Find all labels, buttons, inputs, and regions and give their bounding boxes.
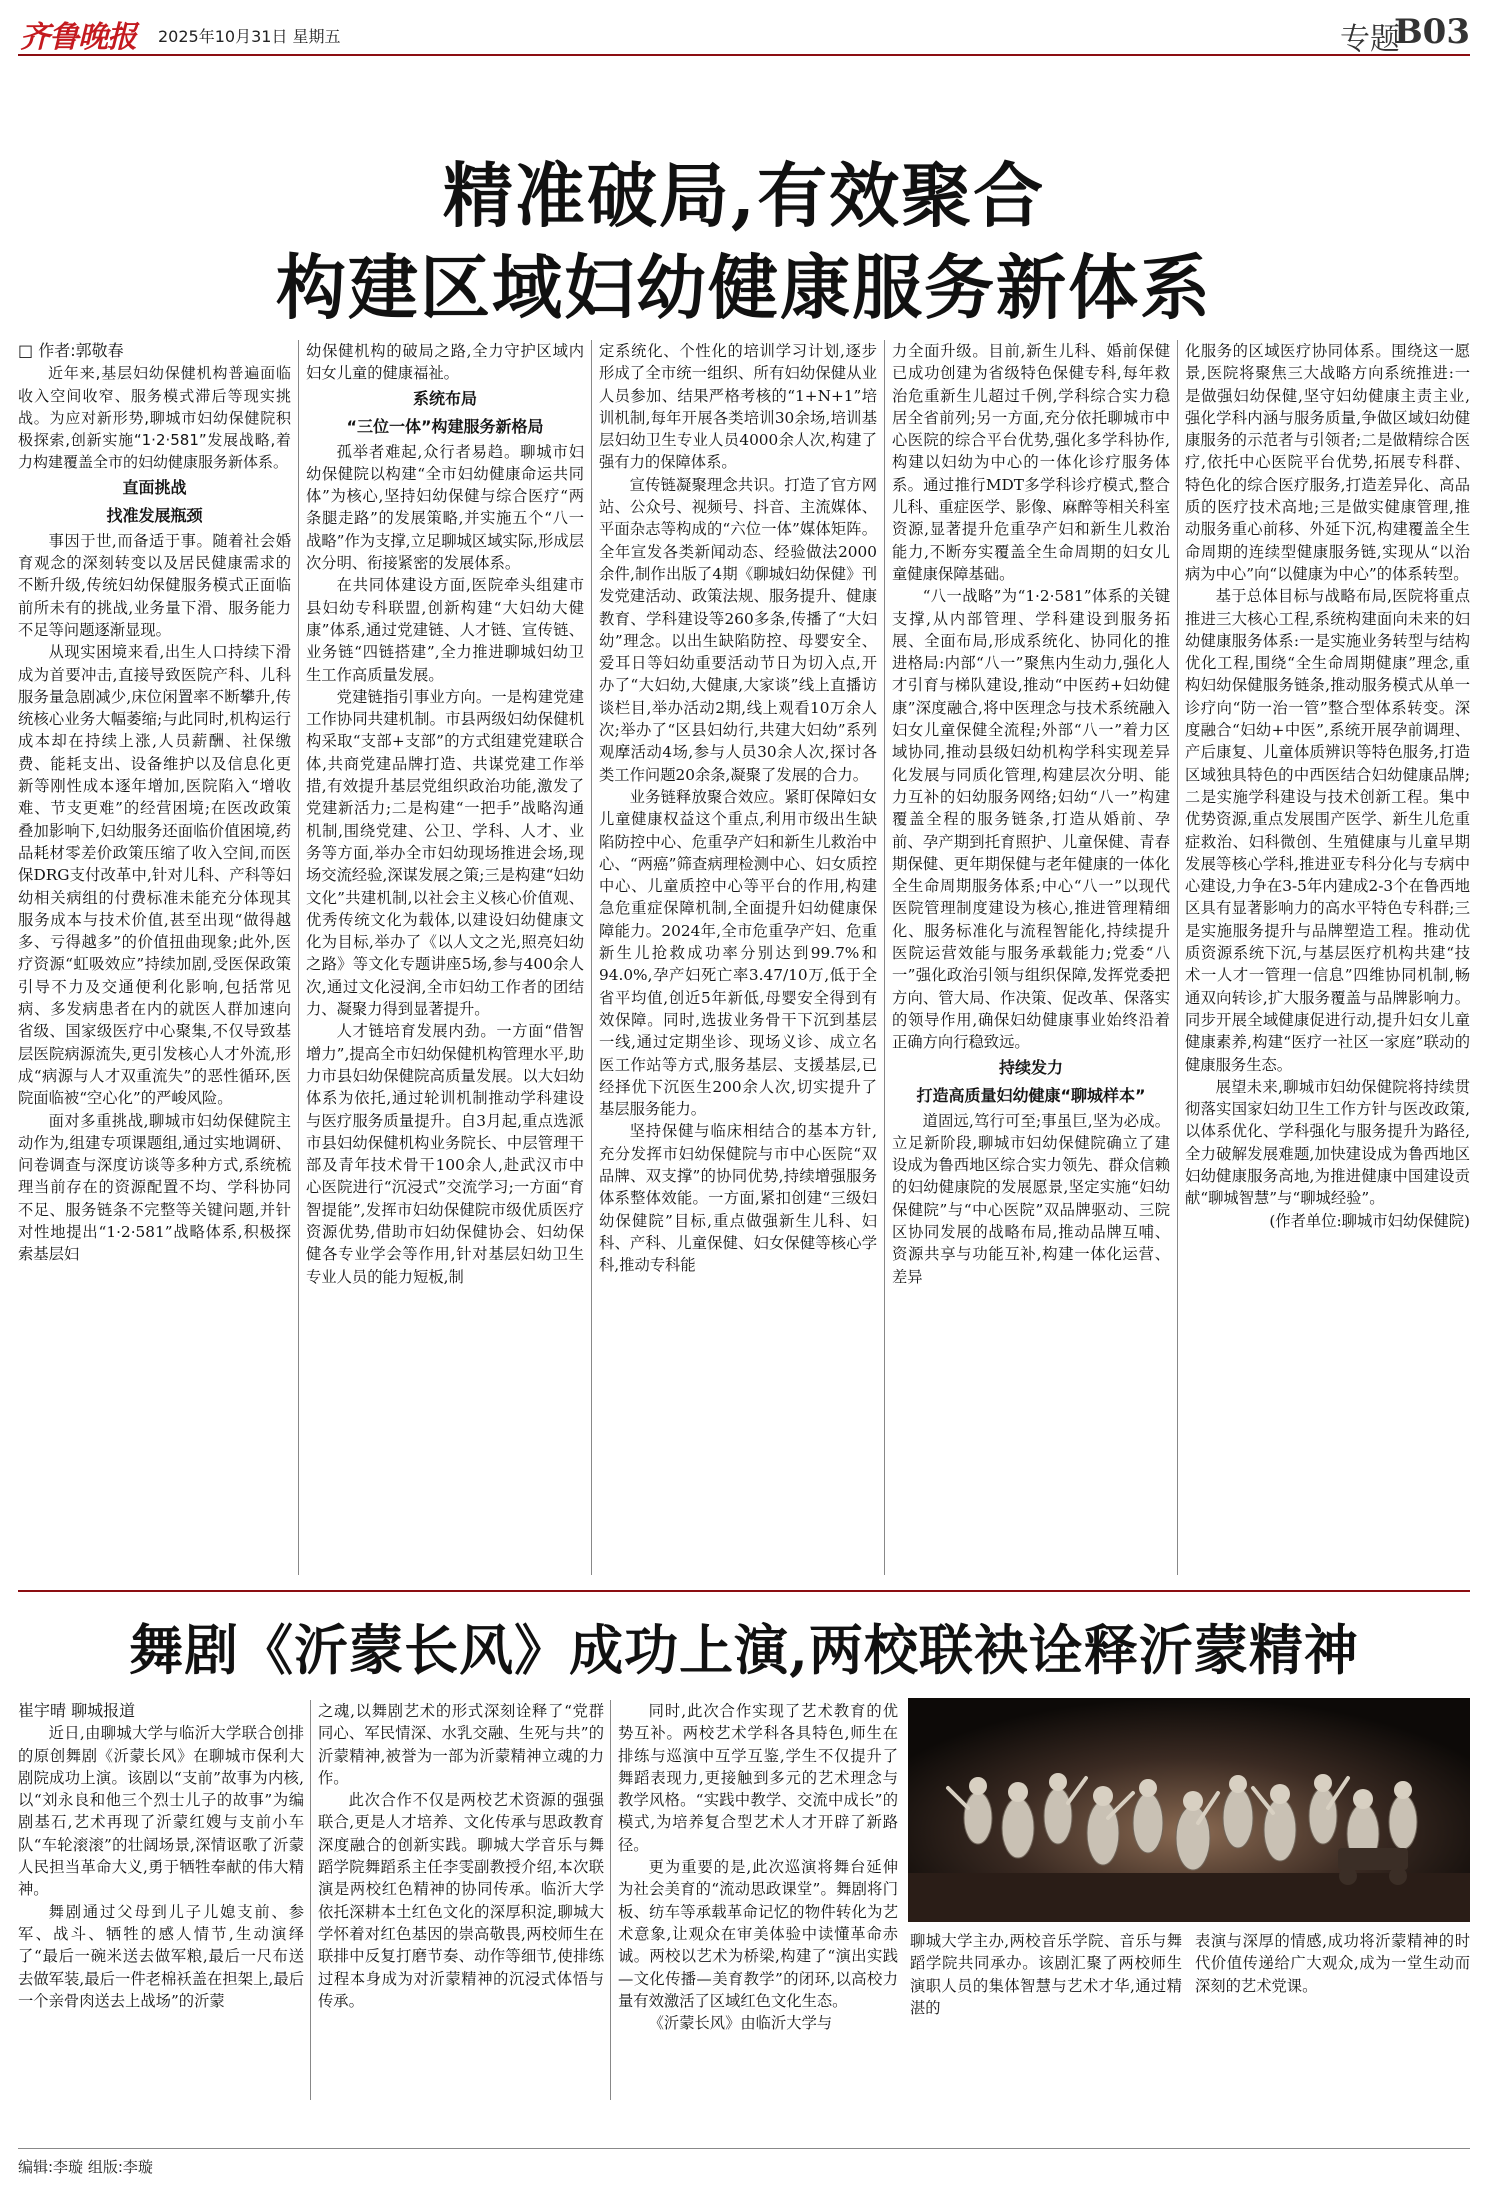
- column-divider: [310, 1700, 311, 2100]
- paragraph-continued: 力全面升级。目前,新生儿科、婚前保健已成功创建为省级特色保健专科,每年救治危重新生儿超过千例,学科综合实力稳居全省前列;另一方面,充分依托聊城市中心医院的综合平台优势,强化多学科协作,构建以妇幼为中心的一体化诊疗服务体系。通过推行MDT多学科诊疗模式,整合儿科、重症医学、影像、麻醉等相关科室资源,显著提升危重孕产妇和新生儿救治能力,不断夯实覆盖全生命周期的妇女儿童健康保障基础。: [892, 342, 1170, 583]
- paragraph-continued: 聊城大学主办,两校音乐学院、音乐与舞蹈学院共同承办。该剧汇聚了两校师生演职人员的集体智慧与艺术才华,通过精湛的: [910, 1932, 1182, 2017]
- paragraph: 舞剧通过父母到儿子儿媳支前、参军、战斗、牺牲的感人情节,生动演绎了“最后一碗米送去做军粮,最后一尺布送去做军装,最后一件老棉袄盖在担架上,最后一个亲骨肉送去上战场”的沂蒙: [18, 1902, 304, 2010]
- masthead: [18, 10, 1470, 56]
- article2-title: 舞剧《沂蒙长风》成功上演,两校联袂诠释沂蒙精神: [129, 1618, 1359, 1682]
- subheading: 找准发展瓶颈: [106, 505, 203, 525]
- paragraph: 党建链指引事业方向。一是构建党建工作协同共建机制。市县两级妇幼保健机构采取“支部+支部”的方式组建党建联合体,共商党建品牌打造、共谋党建工作举措,有效提升基层党组织政治功能,激发了党建新活力;二是构建“一把手”战略沟通机制,围绕党建、公卫、学科、人才、业务等方面,举办全市妇幼现场推进会场,现场交流经验,深谋发展之策;三是构建“妇幼文化”共建机制,以社会主义核心价值观、优秀传统文化为载体,以建设妇幼健康文化为目标,举办了《以人文之光,照亮妇幼之路》等文化专题讲座5场,参与400余人次,通过文化浸润,全市妇幼工作者的团结力、凝聚力得到显著提升。: [306, 687, 584, 1019]
- paragraph: 在共同体建设方面,医院牵头组建市县妇幼专科联盟,创新构建“大妇幼大健康”体系,通过党建链、人才链、宣传链、业务链“四链搭建”,全力推进聊城妇幼卫生工作高质量发展。: [306, 576, 584, 684]
- paragraph: 近日,由聊城大学与临沂大学联合创排的原创舞剧《沂蒙长风》在聊城市保利大剧院成功上演。该剧以“支前”故事为内核,以“刘永良和他三个烈士儿子的故事”为编剧基石,艺术再现了沂蒙红嫂与支前小车队“车轮滚滚”的壮阔场景,深情讴歌了沂蒙人民担当革命大义,勇于牺牲奉献的伟大精神。: [18, 1724, 304, 1899]
- paragraph-continued: 定系统化、个性化的培训学习计划,逐步形成了全市统一组织、所有妇幼保健从业人员参加、结果严格考核的“1+N+1”培训机制,每年开展各类培训30余场,培训基层妇幼卫生专业人员4000余人次,构建了强有力的保障体系。: [599, 342, 877, 472]
- page-footer-credits: 编辑:李璇 组版:李璇: [18, 2158, 153, 2176]
- footer-rule: [18, 2148, 1470, 2149]
- article1-byline: □ 作者:郭敬春: [18, 341, 124, 360]
- article2-column-4: [910, 1930, 1182, 2100]
- subheading: “三位一体”构建服务新格局: [346, 416, 544, 436]
- article1-column-2: [306, 340, 584, 1575]
- paragraph: 从现实困境来看,出生人口持续下滑成为首要冲击,直接导致医院产科、儿科服务量急剧减少,床位闲置率不断攀升,传统核心业务大幅萎缩;与此同时,机构运行成本却在持续上涨,人员薪酬、社保缴费、能耗支出、设备维护以及信息化更新等刚性成本逐年增加,医院陷入“增收难、节支更难”的经营困境;在医改政策叠加影响下,妇幼服务还面临价值困境,药品耗材零差价政策压缩了收入空间,而医保DRG支付改革中,针对儿科、产科等妇幼相关病组的付费标准未能充分体现其服务成本与技术价值,甚至出现“做得越多、亏得越多”的价值扭曲现象;此外,医疗资源“虹吸效应”持续加剧,受医保政策引导不力及交通便利化影响,包括常见病、多发病患者在内的就医人群加速向省级、国家级医疗中心聚集,不仅导致基层医院病源流失,更引发核心人才外流,形成“病源与人才双重流失”的恶性循环,医院面临被“空心化”的严峻风险。: [18, 643, 291, 1108]
- paragraph: 面对多重挑战,聊城市妇幼保健院主动作为,组建专项课题组,通过实地调研、问卷调查与深度访谈等多种方式,系统梳理当前存在的资源配置不均、学科协同不足、服务链条不完整等关键问题,并针对性地提出“1·2·581”战略体系,积极探索基层妇: [18, 1111, 291, 1264]
- subheading: 持续发力: [998, 1057, 1063, 1077]
- paragraph: 《沂蒙长风》由临沂大学与: [648, 2014, 833, 2033]
- issue-date: 2025年10月31日 星期五: [158, 27, 341, 46]
- subheading: 打造高质量妇幼健康“聊城样本”: [916, 1085, 1146, 1105]
- article1-col1-body: [18, 362, 291, 1265]
- page-number: B03: [1393, 12, 1470, 52]
- article2-column-1: [18, 1700, 304, 2100]
- paragraph: 宣传链凝聚理念共识。打造了官方网站、公众号、视频号、抖音、主流媒体、平面杂志等构成的“六位一体”媒体矩阵。全年宣发各类新闻动态、经验做法2000余件,制作出版了4期《聊城妇幼保健》刊发党建活动、政策法规、服务提升、健康教育、学科建设等260多条,传播了“大妇幼”理念。以出生缺陷防控、母婴安全、爱耳日等妇幼重要活动节日为切入点,开办了“大妇幼,大健康,大家谈”线上直播访谈栏目,举办活动2期,线上观看10万余人次;举办了“区县妇幼行,共建大妇幼”系列观摩活动4场,参与人员30余人次,探讨各类工作问题20余条,凝聚了发展的合力。: [599, 475, 877, 784]
- paragraph-continued: 幼保健机构的破局之路,全力守护区域内妇女儿童的健康福祉。: [306, 342, 584, 383]
- paragraph: 业务链释放聚合效应。紧盯保障妇女儿童健康权益这个重点,利用市级出生缺陷防控中心、危重孕产妇和新生儿救治中心、“两癌”筛查病理检测中心、妇女质控中心、儿童质控中心等平台的作用,构建急危重症保障机制,全面提升妇幼健康保障能力。2024年,全市危重孕产妇、危重新生儿抢救成功率分别达到99.7%和94.0%,孕产妇死亡率3.47/10万,低于全省平均值,创近5年新低,母婴安全得到有效保障。同时,选拔业务骨干下沉到基层一线,通过定期坐诊、现场义诊、成立名医工作站等方式,服务基层、支援基层,已经择优下沉医生200余人次,切实提升了基层服务能力。: [599, 787, 877, 1119]
- paragraph: 道固远,笃行可至;事虽巨,坚为必成。立足新阶段,聊城市妇幼保健院确立了建设成为鲁西地区综合实力领先、群众信赖的妇幼健康院的发展愿景,坚定实施“妇幼保健院”与“中心医院”双品牌驱动、三院区协同发展的战略布局,推动品牌互哺、资源共享与功能互补,构建一体化运营、差异: [892, 1111, 1170, 1286]
- column-divider: [610, 1700, 611, 2100]
- article1-column-4: [892, 340, 1170, 1575]
- newspaper-logo: 齐鲁晚报: [20, 20, 136, 55]
- column-divider: [298, 340, 299, 1575]
- paragraph-continued: 表演与深厚的情感,成功将沂蒙精神的时代价值传递给广大观众,成为一堂生动而深刻的艺术党课。: [1195, 1932, 1470, 1995]
- article1-column-3: [599, 340, 877, 1575]
- subheading: 系统布局: [412, 388, 477, 408]
- article1-title-line2: 构建区域妇幼健康服务新体系: [276, 246, 1212, 329]
- dance-performance-photo: [908, 1698, 1470, 1922]
- paragraph: 基于总体目标与战略布局,医院将重点推进三大核心工程,系统构建面向未来的妇幼健康服务体系:一是实施业务转型与结构优化工程,围绕“全生命周期健康”理念,重构妇幼保健服务链条,推动服务模式从单一诊疗向“防一治一管”整合型体系转变。深度融合“妇幼+中医”,系统开展孕前调理、产后康复、儿童体质辨识等特色服务,打造区域独具特色的中西医结合妇幼健康品牌;二是实施学科建设与技术创新工程。集中优势资源,重点发展围产医学、新生儿危重症救治、妇科微创、生殖健康与儿童早期发展等核心学科,推进亚专科分化与专病中心建设,力争在3-5年内建成2-3个在鲁西地区具有显著影响力的高水平特色专科群;三是实施服务提升与品牌塑造工程。推动优质资源系统下沉,与基层医疗机构共建“技术一人才一管理一信息”四维协同机制,畅通双向转诊,扩大服务覆盖与品牌影响力。同步开展全域健康促进行动,提升妇女儿童健康素养,构建“医疗一社区一家庭”联动的健康服务生态。: [1185, 587, 1470, 1074]
- paragraph: 事因于世,而备适于事。随着社会婚育观念的深刻转变以及居民健康需求的不断升级,传统妇幼保健服务模式正面临前所未有的挑战,业务量下滑、服务能力不足等问题逐渐显现。: [18, 531, 291, 639]
- article2-column-5: [1195, 1930, 1470, 2100]
- subheading: 直面挑战: [122, 477, 187, 497]
- column-divider: [591, 340, 592, 1575]
- article-separator: [18, 1590, 1470, 1592]
- article2-col1-body: [18, 1722, 304, 2012]
- paragraph-continued: 化服务的区域医疗协同体系。围绕这一愿景,医院将聚焦三大战略方向系统推进:一是做强妇幼保健,坚守妇幼健康主责主业,强化学科内涵与服务质量,争做区域妇幼健康服务的示范者与引领者;二是做精综合医疗,依托中心医院平台优势,拓展专科群、特色化的综合医疗服务,打造差异化、高品质的医疗技术高地;三是做实健康管理,推动服务重心前移、外延下沉,构建覆盖全生命周期的连续型健康服务链,实现从“以治病为中心”向“以健康为中心”的体系转型。: [1185, 342, 1470, 583]
- paragraph: 同时,此次合作实现了艺术教育的优势互补。两校艺术学科各具特色,师生在排练与巡演中互学互鉴,学生不仅提升了舞蹈表现力,更接触到多元的艺术理念与教学风格。“实践中教学、交流中成长”的模式,为培养复合型艺术人才开辟了新路径。: [618, 1702, 898, 1854]
- column-divider: [1177, 340, 1178, 1575]
- paragraph: 孤举者难起,众行者易趋。聊城市妇幼保健院以构建“全市妇幼健康命运共同体”为核心,坚持妇幼保健与综合医疗“两条腿走路”的发展策略,并实施五个“八一战略”作为支撑,立足聊城区域实际,形成层次分明、衔接紧密的发展体系。: [306, 442, 584, 573]
- article2-column-3: [618, 1700, 898, 2100]
- lead-paragraph: 近年来,基层妇幼保健机构普遍面临收入空间收窄、服务模式滞后等现实挑战。为应对新形势,聊城市妇幼保健院积极探索,创新实施“1·2·581”发展战略,着力构建覆盖全市的妇幼健康服务新体系。: [18, 364, 291, 472]
- paragraph: 更为重要的是,此次巡演将舞台延伸为社会美育的“流动思政课堂”。舞剧将门板、纺车等承载革命记忆的物件转化为艺术意象,让观众在审美体验中读懂革命赤诚。两校以艺术为桥梁,构建了“演出实践—文化传播—美育教学”的闭环,以高校力量有效激活了区域红色文化生态。: [618, 1858, 898, 2010]
- paragraph: 人才链培育发展内劲。一方面“借智增力”,提高全市妇幼保健机构管理水平,助力市县妇幼保健院高质量发展。以大妇幼体系为依托,通过轮训机制推动学科建设与医疗服务质量提升。自3月起,重点选派市县妇幼保健机构业务院长、中层管理干部及青年技术骨干100余人,赴武汉市中心医院进行“沉浸式”交流学习;一方面“育智提能”,发挥市妇幼保健院市级优质医疗资源优势,借助市妇幼保健协会、妇幼保健各专业学会等作用,针对基层妇幼卫生专业人员的能力短板,制: [306, 1022, 584, 1286]
- paragraph-continued: 之魂,以舞剧艺术的形式深刻诠释了“党群同心、军民情深、水乳交融、生死与共”的沂蒙精神,被誉为一部为沂蒙精神立魂的力作。: [318, 1702, 604, 1787]
- article1-column-5: [1185, 340, 1470, 1575]
- article1-title-line1: 精准破局,有效聚合: [442, 154, 1046, 237]
- author-affiliation: (作者单位:聊城市妇幼保健院): [1269, 1211, 1470, 1230]
- paragraph: 此次合作不仅是两校艺术资源的强强联合,更是人才培养、文化传承与思政教育深度融合的创新实践。聊城大学音乐与舞蹈学院舞蹈系主任李雯副教授介绍,本次联演是两校红色精神的协同传承。临沂大学依托深耕本土红色文化的深厚积淀,聊城大学怀着对红色基因的崇高敬畏,两校师生在联排中反复打磨节奏、动作等细节,使排练过程本身成为对沂蒙精神的沉浸式体悟与传承。: [318, 1791, 604, 2010]
- stage-photo-illustration: [908, 1698, 1470, 1922]
- article2-column-2: [318, 1700, 604, 2100]
- paragraph: “八一战略”为“1·2·581”体系的关键支撑,从内部管理、学科建设到服务拓展、全面布局,形成系统化、协同化的推进格局:内部“八一”聚焦内生动力,强化人才引育与梯队建设,推动“中医药+妇幼健康”深度融合,将中医理念与技术系统融入妇女儿童保健全流程;外部“八一”着力区域协同,推动县级妇幼机构学科实现差异化发展与同质化管理,构建层次分明、能力互补的妇幼服务网络;妇幼“八一”构建覆盖全程的服务链条,打造从婚前、孕前、孕产期到托育照护、儿童保健、青春期保健、更年期保健与老年健康的一体化全生命周期服务体系;中心“八一”以现代医院管理制度建设为核心,推进管理精细化、服务标准化与流程智能化,持续提升医院运营效能与服务承载能力;党委“八一”强化政治引领与组织保障,发挥党委把方向、管大局、作决策、促改革、保落实的领导作用,确保妇幼健康事业始终沿着正确方向行稳致远。: [892, 587, 1170, 1052]
- section-name: 专题: [1340, 22, 1400, 57]
- article1-column-1: [18, 340, 291, 1575]
- paragraph: 坚持保健与临床相结合的基本方针,充分发挥市妇幼保健院与市中心医院“双品牌、双支撑”的协同优势,持续增强服务体系整体效能。一方面,紧扣创建“三级妇幼保健院”目标,重点做强新生儿科、妇科、产科、儿童保健、妇女保健等核心学科,推动专科能: [599, 1122, 877, 1275]
- article2-byline: 崔宇晴 聊城报道: [18, 1701, 136, 1720]
- paragraph: 展望未来,聊城市妇幼保健院将持续贯彻落实国家妇幼卫生工作方针与医改政策,以体系优化、学科强化与服务提升为路径,全力破解发展难题,加快建设成为鲁西地区妇幼健康服务高地,为推进健康中国建设贡献“聊城智慧”与“聊城经验”。: [1185, 1077, 1470, 1208]
- column-divider: [884, 340, 885, 1575]
